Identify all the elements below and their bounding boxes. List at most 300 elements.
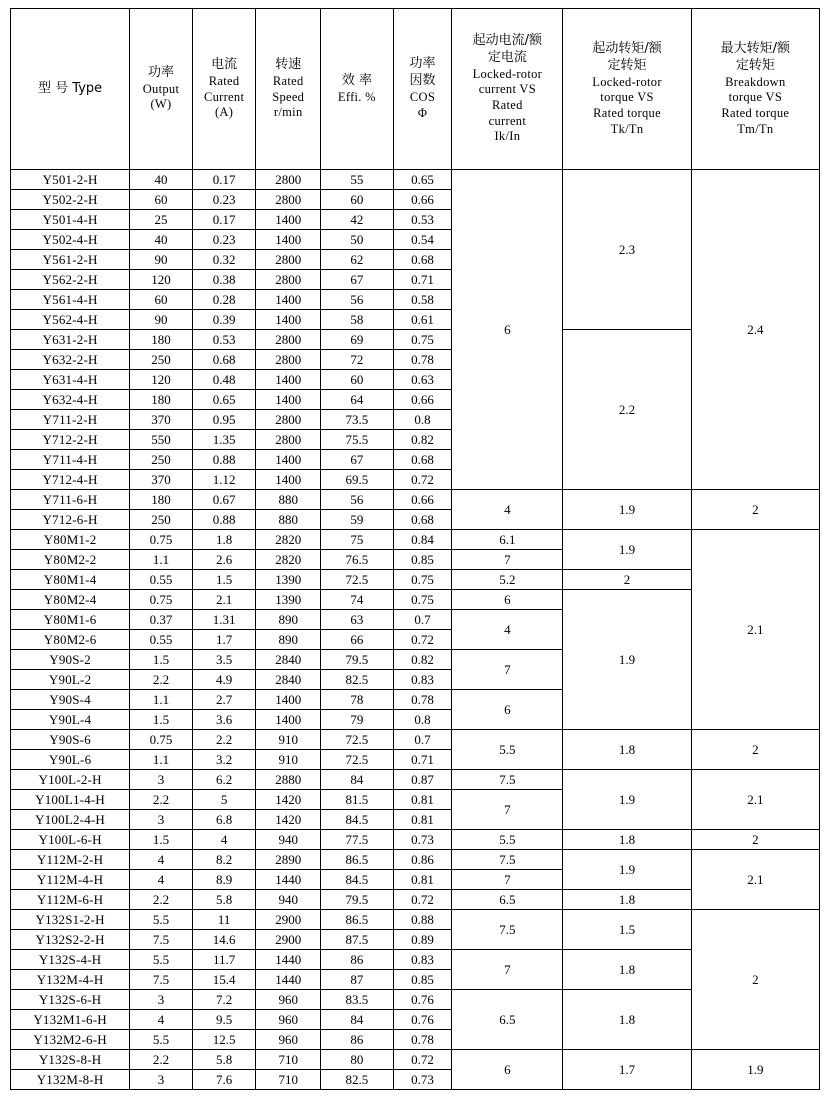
cell-cos: 0.86 <box>393 850 452 870</box>
cell-current: 0.88 <box>192 450 256 470</box>
cell-speed: 910 <box>256 750 321 770</box>
motor-spec-table <box>10 8 820 1090</box>
cell-type: Y712-6-H <box>11 510 130 530</box>
cell-output: 1.1 <box>130 550 193 570</box>
cell-cos: 0.68 <box>393 510 452 530</box>
cell-type: Y561-4-H <box>11 290 130 310</box>
cell-type: Y80M2-2 <box>11 550 130 570</box>
column-header-3 <box>256 9 321 170</box>
column-header-2 <box>192 9 256 170</box>
table-row <box>11 830 820 850</box>
cell-effi: 86.5 <box>321 850 394 870</box>
cell-cos: 0.76 <box>393 990 452 1010</box>
cell-speed: 1400 <box>256 710 321 730</box>
cell-current: 5.8 <box>192 890 256 910</box>
cell-cos: 0.88 <box>393 910 452 930</box>
column-header-cn-4: 效 率 <box>341 72 372 88</box>
cell-effi: 72.5 <box>321 730 394 750</box>
cell-speed: 2800 <box>256 330 321 350</box>
cell-cos: 0.7 <box>393 730 452 750</box>
cell-type: Y90L-4 <box>11 710 130 730</box>
cell-output: 250 <box>130 450 193 470</box>
cell-current: 0.68 <box>192 350 256 370</box>
cell-effi: 55 <box>321 170 394 190</box>
cell-output: 40 <box>130 170 193 190</box>
cell-cos: 0.72 <box>393 630 452 650</box>
cell-output: 5.5 <box>130 910 193 930</box>
cell-output: 90 <box>130 250 193 270</box>
cell-cos: 0.66 <box>393 490 452 510</box>
cell-current: 12.5 <box>192 1030 256 1050</box>
cell-speed: 960 <box>256 1030 321 1050</box>
cell-effi: 86 <box>321 1030 394 1050</box>
cell-speed: 2900 <box>256 910 321 930</box>
cell-cos: 0.82 <box>393 430 452 450</box>
cell-cos: 0.68 <box>393 250 452 270</box>
cell-type: Y711-4-H <box>11 450 130 470</box>
cell-locked-rotor-current-ratio: 4 <box>452 490 563 530</box>
cell-type: Y562-4-H <box>11 310 130 330</box>
cell-breakdown-torque-ratio: 2 <box>691 730 819 770</box>
cell-speed: 1400 <box>256 310 321 330</box>
cell-speed: 1400 <box>256 450 321 470</box>
cell-current: 0.65 <box>192 390 256 410</box>
cell-current: 0.23 <box>192 190 256 210</box>
cell-locked-rotor-current-ratio: 6.5 <box>452 890 563 910</box>
cell-type: Y80M2-6 <box>11 630 130 650</box>
cell-effi: 72.5 <box>321 570 394 590</box>
cell-type: Y90S-4 <box>11 690 130 710</box>
column-header-en-6: Locked-rotor current VS Rated current Ik/In <box>472 66 543 144</box>
cell-type: Y501-4-H <box>11 210 130 230</box>
cell-speed: 2890 <box>256 850 321 870</box>
cell-effi: 81.5 <box>321 790 394 810</box>
cell-breakdown-torque-ratio: 2 <box>691 830 819 850</box>
cell-speed: 890 <box>256 610 321 630</box>
cell-output: 3 <box>130 770 193 790</box>
cell-type: Y132M2-6-H <box>11 1030 130 1050</box>
cell-locked-rotor-torque-ratio: 2.3 <box>563 170 691 330</box>
cell-cos: 0.71 <box>393 270 452 290</box>
cell-output: 2.2 <box>130 790 193 810</box>
cell-type: Y132S-8-H <box>11 1050 130 1070</box>
column-header-cn-6: 起动电流/额 定电流 <box>472 33 543 65</box>
cell-type: Y90S-2 <box>11 650 130 670</box>
cell-output: 2.2 <box>130 890 193 910</box>
column-header-cn-2: 电流 <box>211 57 238 73</box>
cell-effi: 82.5 <box>321 1070 394 1090</box>
cell-type: Y132S-4-H <box>11 950 130 970</box>
cell-speed: 1390 <box>256 590 321 610</box>
cell-speed: 2800 <box>256 190 321 210</box>
cell-output: 3 <box>130 990 193 1010</box>
cell-speed: 1400 <box>256 470 321 490</box>
cell-current: 14.6 <box>192 930 256 950</box>
cell-effi: 72 <box>321 350 394 370</box>
cell-cos: 0.8 <box>393 710 452 730</box>
cell-cos: 0.76 <box>393 1010 452 1030</box>
cell-speed: 1400 <box>256 290 321 310</box>
cell-type: Y90L-6 <box>11 750 130 770</box>
cell-output: 370 <box>130 470 193 490</box>
cell-current: 0.17 <box>192 170 256 190</box>
cell-speed: 1440 <box>256 870 321 890</box>
cell-current: 8.2 <box>192 850 256 870</box>
cell-current: 1.35 <box>192 430 256 450</box>
column-header-cn-8: 最大转矩/额 定转矩 <box>720 40 791 73</box>
cell-locked-rotor-current-ratio: 7 <box>452 550 563 570</box>
cell-output: 0.75 <box>130 730 193 750</box>
column-header-en-7: Locked-rotor torque VS Rated torque Tk/Tn <box>592 74 662 136</box>
cell-cos: 0.66 <box>393 390 452 410</box>
column-header-en-4: Effi. % <box>337 89 376 104</box>
column-header-7 <box>563 9 691 170</box>
cell-cos: 0.84 <box>393 530 452 550</box>
cell-current: 1.8 <box>192 530 256 550</box>
column-header-cn-0: 型 号 Type <box>38 80 103 96</box>
cell-output: 25 <box>130 210 193 230</box>
cell-speed: 2820 <box>256 550 321 570</box>
cell-type: Y631-4-H <box>11 370 130 390</box>
cell-effi: 63 <box>321 610 394 630</box>
table-row <box>11 770 820 790</box>
cell-effi: 78 <box>321 690 394 710</box>
column-header-en-1: Output (W) <box>142 81 180 112</box>
cell-locked-rotor-current-ratio: 7.5 <box>452 850 563 870</box>
cell-current: 0.38 <box>192 270 256 290</box>
cell-output: 120 <box>130 270 193 290</box>
cell-current: 7.6 <box>192 1070 256 1090</box>
cell-type: Y100L2-4-H <box>11 810 130 830</box>
cell-effi: 87.5 <box>321 930 394 950</box>
cell-speed: 1420 <box>256 790 321 810</box>
cell-breakdown-torque-ratio: 2.1 <box>691 850 819 910</box>
cell-output: 1.1 <box>130 750 193 770</box>
cell-speed: 1400 <box>256 230 321 250</box>
cell-current: 5 <box>192 790 256 810</box>
cell-type: Y712-2-H <box>11 430 130 450</box>
cell-current: 0.88 <box>192 510 256 530</box>
cell-effi: 75.5 <box>321 430 394 450</box>
cell-output: 1.5 <box>130 650 193 670</box>
cell-effi: 84.5 <box>321 870 394 890</box>
cell-effi: 60 <box>321 370 394 390</box>
cell-speed: 2800 <box>256 270 321 290</box>
cell-locked-rotor-current-ratio: 4 <box>452 610 563 650</box>
cell-cos: 0.83 <box>393 950 452 970</box>
cell-effi: 75 <box>321 530 394 550</box>
cell-type: Y632-2-H <box>11 350 130 370</box>
cell-locked-rotor-torque-ratio: 1.9 <box>563 590 691 730</box>
cell-type: Y80M1-2 <box>11 530 130 550</box>
cell-current: 0.67 <box>192 490 256 510</box>
cell-current: 6.2 <box>192 770 256 790</box>
cell-type: Y132S2-2-H <box>11 930 130 950</box>
cell-effi: 84 <box>321 1010 394 1030</box>
cell-type: Y132M-8-H <box>11 1070 130 1090</box>
cell-speed: 2800 <box>256 250 321 270</box>
cell-effi: 86 <box>321 950 394 970</box>
cell-locked-rotor-current-ratio: 6 <box>452 170 563 490</box>
cell-locked-rotor-torque-ratio: 1.9 <box>563 530 691 570</box>
cell-effi: 74 <box>321 590 394 610</box>
cell-cos: 0.61 <box>393 310 452 330</box>
cell-effi: 64 <box>321 390 394 410</box>
cell-speed: 710 <box>256 1050 321 1070</box>
cell-locked-rotor-current-ratio: 6 <box>452 590 563 610</box>
cell-type: Y80M1-6 <box>11 610 130 630</box>
cell-output: 2.2 <box>130 1050 193 1070</box>
cell-speed: 880 <box>256 510 321 530</box>
column-header-0 <box>11 9 130 170</box>
cell-current: 4.9 <box>192 670 256 690</box>
cell-effi: 60 <box>321 190 394 210</box>
cell-current: 2.7 <box>192 690 256 710</box>
cell-output: 90 <box>130 310 193 330</box>
cell-speed: 910 <box>256 730 321 750</box>
cell-effi: 69.5 <box>321 470 394 490</box>
cell-effi: 62 <box>321 250 394 270</box>
cell-locked-rotor-torque-ratio: 1.8 <box>563 830 691 850</box>
cell-type: Y631-2-H <box>11 330 130 350</box>
cell-output: 550 <box>130 430 193 450</box>
cell-locked-rotor-current-ratio: 6 <box>452 1050 563 1090</box>
cell-current: 0.95 <box>192 410 256 430</box>
cell-output: 2.2 <box>130 670 193 690</box>
cell-locked-rotor-current-ratio: 7 <box>452 650 563 690</box>
cell-output: 120 <box>130 370 193 390</box>
cell-speed: 940 <box>256 830 321 850</box>
cell-effi: 58 <box>321 310 394 330</box>
cell-output: 7.5 <box>130 930 193 950</box>
cell-output: 5.5 <box>130 950 193 970</box>
cell-speed: 710 <box>256 1070 321 1090</box>
cell-current: 0.17 <box>192 210 256 230</box>
cell-output: 60 <box>130 190 193 210</box>
cell-speed: 2800 <box>256 350 321 370</box>
column-header-en-5: COS Φ <box>409 90 436 120</box>
cell-type: Y90S-6 <box>11 730 130 750</box>
cell-effi: 77.5 <box>321 830 394 850</box>
cell-type: Y712-4-H <box>11 470 130 490</box>
cell-current: 9.5 <box>192 1010 256 1030</box>
cell-current: 11.7 <box>192 950 256 970</box>
cell-output: 3 <box>130 1070 193 1090</box>
cell-current: 1.31 <box>192 610 256 630</box>
cell-effi: 83.5 <box>321 990 394 1010</box>
cell-current: 0.32 <box>192 250 256 270</box>
cell-speed: 940 <box>256 890 321 910</box>
cell-type: Y100L1-4-H <box>11 790 130 810</box>
cell-type: Y561-2-H <box>11 250 130 270</box>
cell-output: 1.1 <box>130 690 193 710</box>
cell-cos: 0.89 <box>393 930 452 950</box>
cell-current: 7.2 <box>192 990 256 1010</box>
cell-speed: 2840 <box>256 670 321 690</box>
cell-effi: 80 <box>321 1050 394 1070</box>
cell-cos: 0.72 <box>393 890 452 910</box>
cell-locked-rotor-current-ratio: 7.5 <box>452 910 563 950</box>
cell-locked-rotor-torque-ratio: 1.7 <box>563 1050 691 1090</box>
cell-current: 4 <box>192 830 256 850</box>
cell-output: 0.75 <box>130 530 193 550</box>
cell-type: Y711-2-H <box>11 410 130 430</box>
cell-type: Y80M1-4 <box>11 570 130 590</box>
cell-cos: 0.78 <box>393 1030 452 1050</box>
cell-speed: 2800 <box>256 430 321 450</box>
table-row <box>11 910 820 930</box>
cell-locked-rotor-torque-ratio: 1.5 <box>563 910 691 950</box>
cell-speed: 960 <box>256 990 321 1010</box>
cell-effi: 84.5 <box>321 810 394 830</box>
column-header-en-2: Rated Current (A) <box>203 74 245 120</box>
cell-effi: 79.5 <box>321 650 394 670</box>
cell-effi: 50 <box>321 230 394 250</box>
column-header-cn-3: 转速 <box>275 57 302 73</box>
cell-cos: 0.73 <box>393 830 452 850</box>
column-header-8 <box>691 9 819 170</box>
cell-output: 0.75 <box>130 590 193 610</box>
cell-type: Y112M-6-H <box>11 890 130 910</box>
cell-locked-rotor-current-ratio: 6.1 <box>452 530 563 550</box>
cell-output: 180 <box>130 490 193 510</box>
cell-cos: 0.73 <box>393 1070 452 1090</box>
cell-output: 0.37 <box>130 610 193 630</box>
cell-current: 8.9 <box>192 870 256 890</box>
cell-speed: 2800 <box>256 410 321 430</box>
table-row <box>11 530 820 550</box>
cell-locked-rotor-torque-ratio: 1.9 <box>563 490 691 530</box>
cell-speed: 1390 <box>256 570 321 590</box>
cell-speed: 1420 <box>256 810 321 830</box>
cell-type: Y501-2-H <box>11 170 130 190</box>
cell-cos: 0.81 <box>393 870 452 890</box>
cell-current: 11 <box>192 910 256 930</box>
cell-effi: 79 <box>321 710 394 730</box>
cell-effi: 79.5 <box>321 890 394 910</box>
cell-type: Y80M2-4 <box>11 590 130 610</box>
cell-effi: 84 <box>321 770 394 790</box>
cell-type: Y90L-2 <box>11 670 130 690</box>
column-header-cn-7: 起动转矩/额 定转矩 <box>592 40 662 73</box>
cell-cos: 0.53 <box>393 210 452 230</box>
cell-locked-rotor-torque-ratio: 1.9 <box>563 850 691 890</box>
cell-current: 0.48 <box>192 370 256 390</box>
column-header-1 <box>130 9 193 170</box>
cell-current: 6.8 <box>192 810 256 830</box>
column-header-en-8: Breakdown torque VS Rated torque Tm/Tn <box>721 74 790 136</box>
cell-effi: 86.5 <box>321 910 394 930</box>
cell-speed: 2880 <box>256 770 321 790</box>
cell-effi: 87 <box>321 970 394 990</box>
cell-locked-rotor-current-ratio: 7 <box>452 790 563 830</box>
cell-cos: 0.87 <box>393 770 452 790</box>
table-row <box>11 1050 820 1070</box>
cell-type: Y632-4-H <box>11 390 130 410</box>
cell-speed: 1440 <box>256 970 321 990</box>
cell-locked-rotor-current-ratio: 6 <box>452 690 563 730</box>
cell-speed: 2900 <box>256 930 321 950</box>
cell-output: 60 <box>130 290 193 310</box>
cell-effi: 42 <box>321 210 394 230</box>
cell-locked-rotor-current-ratio: 7 <box>452 950 563 990</box>
cell-type: Y100L-6-H <box>11 830 130 850</box>
cell-effi: 56 <box>321 490 394 510</box>
cell-speed: 1400 <box>256 370 321 390</box>
cell-cos: 0.72 <box>393 1050 452 1070</box>
table-row <box>11 850 820 870</box>
cell-locked-rotor-current-ratio: 7 <box>452 870 563 890</box>
cell-locked-rotor-current-ratio: 6.5 <box>452 990 563 1050</box>
cell-cos: 0.85 <box>393 550 452 570</box>
table-row <box>11 730 820 750</box>
cell-cos: 0.85 <box>393 970 452 990</box>
cell-cos: 0.65 <box>393 170 452 190</box>
cell-current: 0.28 <box>192 290 256 310</box>
cell-effi: 67 <box>321 450 394 470</box>
cell-speed: 1400 <box>256 210 321 230</box>
cell-locked-rotor-torque-ratio: 1.8 <box>563 950 691 990</box>
cell-cos: 0.66 <box>393 190 452 210</box>
cell-output: 0.55 <box>130 570 193 590</box>
cell-current: 3.2 <box>192 750 256 770</box>
cell-cos: 0.82 <box>393 650 452 670</box>
cell-speed: 890 <box>256 630 321 650</box>
cell-breakdown-torque-ratio: 2 <box>691 490 819 530</box>
cell-breakdown-torque-ratio: 2 <box>691 910 819 1050</box>
cell-cos: 0.7 <box>393 610 452 630</box>
cell-current: 2.2 <box>192 730 256 750</box>
cell-cos: 0.81 <box>393 790 452 810</box>
cell-current: 2.1 <box>192 590 256 610</box>
cell-cos: 0.78 <box>393 350 452 370</box>
cell-output: 1.5 <box>130 830 193 850</box>
cell-speed: 880 <box>256 490 321 510</box>
cell-type: Y562-2-H <box>11 270 130 290</box>
cell-type: Y132M-4-H <box>11 970 130 990</box>
cell-type: Y711-6-H <box>11 490 130 510</box>
cell-current: 5.8 <box>192 1050 256 1070</box>
column-header-4 <box>321 9 394 170</box>
cell-locked-rotor-current-ratio: 5.5 <box>452 730 563 770</box>
cell-locked-rotor-current-ratio: 7.5 <box>452 770 563 790</box>
cell-effi: 72.5 <box>321 750 394 770</box>
column-header-6 <box>452 9 563 170</box>
cell-output: 180 <box>130 330 193 350</box>
header-row <box>11 9 820 170</box>
cell-output: 4 <box>130 870 193 890</box>
cell-locked-rotor-torque-ratio: 1.8 <box>563 730 691 770</box>
cell-output: 4 <box>130 850 193 870</box>
cell-output: 1.5 <box>130 710 193 730</box>
cell-breakdown-torque-ratio: 1.9 <box>691 1050 819 1090</box>
cell-speed: 1400 <box>256 690 321 710</box>
table-row <box>11 490 820 510</box>
cell-cos: 0.58 <box>393 290 452 310</box>
cell-type: Y100L-2-H <box>11 770 130 790</box>
cell-cos: 0.71 <box>393 750 452 770</box>
cell-output: 40 <box>130 230 193 250</box>
cell-locked-rotor-current-ratio: 5.2 <box>452 570 563 590</box>
cell-breakdown-torque-ratio: 2.1 <box>691 770 819 830</box>
cell-speed: 2800 <box>256 170 321 190</box>
cell-output: 250 <box>130 510 193 530</box>
cell-type: Y502-4-H <box>11 230 130 250</box>
cell-breakdown-torque-ratio: 2.1 <box>691 530 819 730</box>
cell-output: 5.5 <box>130 1030 193 1050</box>
cell-current: 1.7 <box>192 630 256 650</box>
cell-current: 3.5 <box>192 650 256 670</box>
